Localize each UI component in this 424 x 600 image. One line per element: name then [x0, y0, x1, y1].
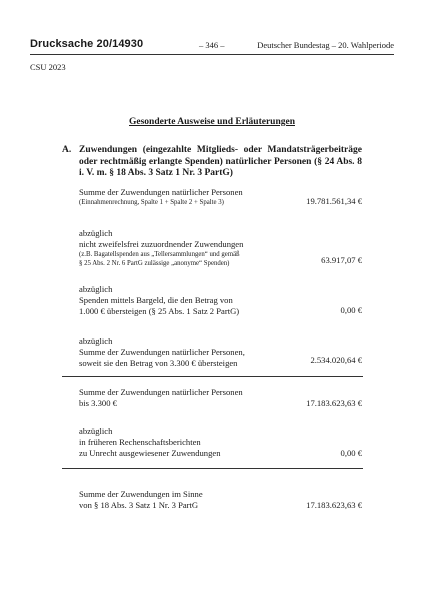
- publisher-label: Deutscher Bundestag – 20. Wahlperiode: [257, 40, 394, 50]
- page-number: – 346 –: [199, 40, 225, 50]
- row-label: Summe der Zuwendungen natürlicher Personen (Einnahmenrechnung, Spalte 1 + Spalte 2 + Spalte 3): [79, 187, 243, 206]
- row-label: abzüglich Spenden mittels Bargeld, die den Betrag von 1.000 € übersteigen (§ 25 Abs. 1 Satz 2 PartG): [79, 284, 240, 316]
- row-amount: 17.183.623,63 €: [306, 398, 362, 408]
- party-label: CSU 2023: [30, 62, 66, 72]
- section-title: Gesonderte Ausweise und Erläuterungen: [129, 117, 295, 127]
- row-label: abzüglich Summe der Zuwendungen natürlicher Personen, soweit sie den Betrag von 3.300 € übersteigen: [79, 336, 245, 368]
- row-amount: 0,00 €: [340, 448, 362, 458]
- row-amount: 2.534.020,64 €: [310, 355, 362, 365]
- section-heading: Zuwendungen (eingezahlte Mitglieds- oder Mandatsträgerbeiträge oder rechtmäßig erlangte Spenden) natürlicher Personen (§ 24 Abs. 8 i. V. m. § 18 Abs. 3 Satz 1 Nr. 3 PartG): [79, 145, 362, 178]
- divider-line: [62, 376, 363, 377]
- row-label: Summe der Zuwendungen im Sinne von § 18 Abs. 3 Satz 1 Nr. 3 PartG: [79, 489, 203, 510]
- row-label: abzüglich in früheren Rechenschaftsberichten zu Unrecht ausgewiesener Zuwendungen: [79, 426, 221, 458]
- header-divider: [30, 54, 394, 55]
- section-letter: A.: [62, 145, 72, 155]
- divider-line: [62, 468, 363, 469]
- row-label: Summe der Zuwendungen natürlicher Personen bis 3.300 €: [79, 387, 243, 408]
- row-amount: 63.917,07 €: [321, 255, 362, 265]
- row-amount: 0,00 €: [340, 305, 362, 315]
- row-label: abzüglich nicht zweifelsfrei zuzuordnender Zuwendungen (z.B. Bagatellspenden aus „Tellersammlungen“ und gemäß § 25 Abs. 2 Nr. 6 PartG zulässige „anonyme“ Spenden): [79, 228, 244, 267]
- row-amount: 19.781.561,34 €: [306, 196, 362, 206]
- row-amount: 17.183.623,63 €: [306, 500, 362, 510]
- document-number: Drucksache 20/14930: [30, 38, 144, 50]
